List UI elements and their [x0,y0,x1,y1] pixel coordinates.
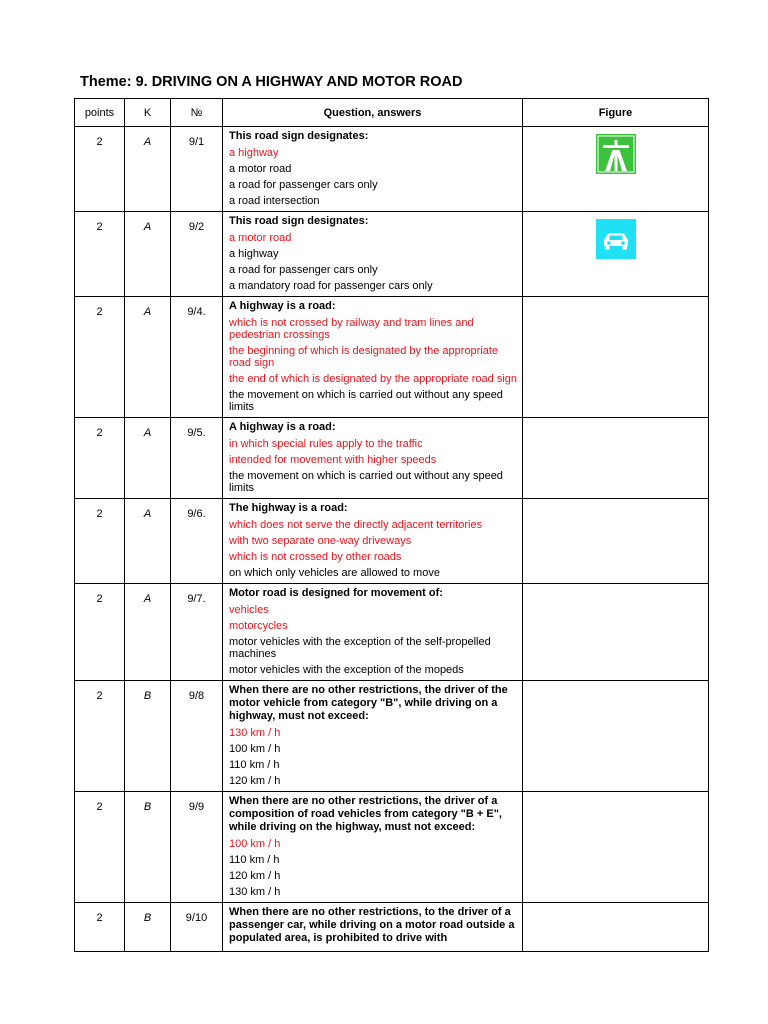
number-cell: 9/4. [171,297,223,418]
answer-option: 110 km / h [229,759,280,771]
answer-option: 120 km / h [229,870,281,882]
number-cell: 9/6. [171,499,223,584]
points-cell: 2 [75,903,125,952]
k-cell: B [125,681,171,792]
correct-answer: which is not crossed by railway and tram lines and pedestrian crossings [229,317,474,341]
table-row [75,584,709,681]
question-cell [223,127,523,212]
answer-option: 130 km / h [229,886,281,898]
points-cell: 2 [75,127,125,212]
k-cell: A [125,127,171,212]
k-cell: A [125,499,171,584]
question-text: Motor road is designed for movement of: [229,587,443,599]
table-row [75,499,709,584]
answer-option: 100 km / h [229,743,281,755]
points-cell: 2 [75,499,125,584]
k-cell: A [125,584,171,681]
motor-road-sign-icon [596,219,636,259]
correct-answer: a motor road [229,232,292,244]
correct-answer: with two separate one-way driveways [229,535,412,547]
points-cell: 2 [75,418,125,499]
figure-cell [523,584,709,681]
table-row [75,127,709,212]
number-cell: 9/2 [171,212,223,297]
answer-option: a road for passenger cars only [229,264,378,276]
number-cell: 9/7. [171,584,223,681]
answer-option: the movement on which is carried out without any speed limits [229,470,503,494]
correct-answer: intended for movement with higher speeds [229,454,437,466]
questions-table [74,98,709,952]
correct-answer: 100 km / h [229,838,281,850]
answer-option: a mandatory road for passenger cars only [229,280,433,292]
answer-option: 120 km / h [229,775,281,787]
number-cell: 9/9 [171,792,223,903]
question-text: When there are no other restrictions, the driver of the motor vehicle from category "B", while driving on a highway, must not exceed: [229,684,508,722]
table-body [75,127,709,952]
figure-cell [523,127,709,212]
number-cell: 9/5. [171,418,223,499]
correct-answer: the end of which is designated by the appropriate road sign [229,373,518,385]
table-row [75,418,709,499]
question-cell [223,297,523,418]
table-row [75,792,709,903]
answer-option: the movement on which is carried out without any speed limits [229,389,503,413]
figure-cell [523,903,709,952]
points-cell: 2 [75,681,125,792]
figure-cell [523,792,709,903]
k-cell: A [125,297,171,418]
correct-answer: a highway [229,147,279,159]
question-text: A highway is a road: [229,421,336,433]
number-cell: 9/10 [171,903,223,952]
question-cell [223,681,523,792]
k-cell: B [125,792,171,903]
question-text: This road sign designates: [229,215,369,227]
k-cell: A [125,418,171,499]
correct-answer: vehicles [229,604,269,616]
question-text: When there are no other restrictions, the driver of a composition of road vehicles from category "B + E", while driving on the highway, must not exceed: [229,795,502,833]
correct-answer: the beginning of which is designated by the appropriate road sign [229,345,499,369]
header-question: Question, answers [223,99,523,127]
question-text: A highway is a road: [229,300,336,312]
figure-cell [523,681,709,792]
table-row [75,212,709,297]
question-text: This road sign designates: [229,130,369,142]
number-cell: 9/8 [171,681,223,792]
answer-option: a road for passenger cars only [229,179,378,191]
question-text: The highway is a road: [229,502,348,514]
answer-option: a highway [229,248,279,260]
points-cell: 2 [75,212,125,297]
highway-sign-icon [596,134,636,174]
question-cell [223,903,523,952]
number-cell: 9/1 [171,127,223,212]
table-row [75,681,709,792]
header-k: K [125,99,171,127]
answer-option: a road intersection [229,195,320,207]
figure-cell [523,499,709,584]
header-figure: Figure [523,99,709,127]
points-cell: 2 [75,792,125,903]
question-cell [223,792,523,903]
answer-option: on which only vehicles are allowed to move [229,567,440,579]
header-points: points [75,99,125,127]
points-cell: 2 [75,297,125,418]
page-title: Theme: 9. DRIVING ON A HIGHWAY AND MOTOR ROAD [80,74,463,90]
answer-option: motor vehicles with the exception of the mopeds [229,664,464,676]
figure-cell [523,212,709,297]
question-cell [223,499,523,584]
k-cell: B [125,903,171,952]
question-cell [223,584,523,681]
figure-cell [523,297,709,418]
correct-answer: which does not serve the directly adjacent territories [229,519,483,531]
correct-answer: in which special rules apply to the traffic [229,438,423,450]
correct-answer: motorcycles [229,620,288,632]
correct-answer: 130 km / h [229,727,281,739]
table-row [75,903,709,952]
correct-answer: which is not crossed by other roads [229,551,402,563]
answer-option: 110 km / h [229,854,280,866]
answer-option: a motor road [229,163,292,175]
question-text: When there are no other restrictions, to the driver of a passenger car, while driving on a motor road outside a populated area, is prohibited to drive with [229,906,515,944]
question-cell [223,418,523,499]
header-number: № [171,99,223,127]
question-cell [223,212,523,297]
points-cell: 2 [75,584,125,681]
figure-cell [523,418,709,499]
table-row [75,297,709,418]
table-header-row [75,99,709,127]
k-cell: A [125,212,171,297]
answer-option: motor vehicles with the exception of the self-propelled machines [229,636,491,660]
